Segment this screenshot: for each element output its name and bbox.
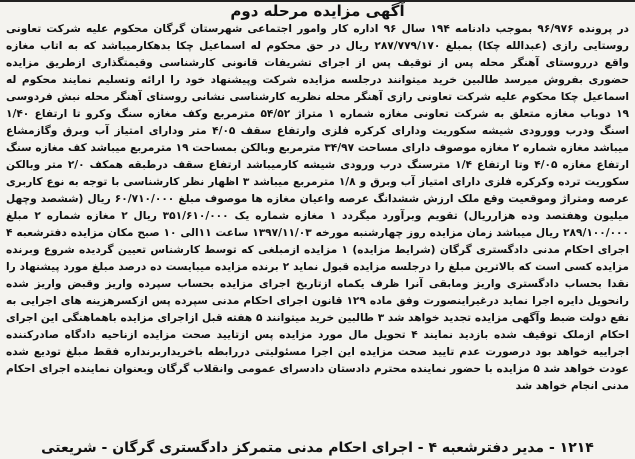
top-border (0, 0, 635, 2)
notice-title: آگهی مزایده مرحله دوم (230, 2, 405, 20)
notice-footer: ۱۲۱۴ - مدیر دفترشعبه ۴ - اجرای احکام مدنی متمرکز دادگستری گرگان - شریعتی (41, 440, 594, 456)
notice-body: در پرونده ۹۶/۹۷۶ بموجب دادنامه ۱۹۴ سال ۹۶ اداره کار وامور اجتماعی شهرستان گرگان محکوم علیه شرکت تعاونی روستایی رازی (عبدالله چکا) بمبلغ ۲۸۷/۷۷۹/۱۷۰ ریال در حق محکوم له اسماعیل چکا بدهکارمیباشد که به اتاب مغازه واقع درروستای آهنگر محله پس از توقیف پس از اجرای تشریفات قانونی کارشناسی وقیمتگذاری ازطریق مزایده حضوری بفروش میرسد طالبین خرید میتوانند درجلسه مزایده شرکت وپیشنهاد خود را ارائه وتسلیم نمایند محکوم له اسماعیل چکا محکوم علیه شرکت تعاونی رازی آهنگر محله نظریه کارشناسی نشانی روستای آهنگر محله نبش فردوسی ۱۹ دوباب مغازه متعلق به شرکت تعاونی مغازه شماره ۱ متراژ ۵۴/۵۲ مترمربع وکف مغازه سنگ وکرو تا ارتفاع ۱/۴۰ اسنگ ودرب وورودی شیشه سکوریت ودارای کرکره فلزی وارتفاع سقف ۴/۰۵ متر ودارای امتیاز آب وبرق وگازمشاع میباشد مغازه شماره ۲ مغازه موصوف دارای مساحت ۳۴/۹۷ مترمربع وبالکن بمساحت ۱۹ مترمربع میباشد کف مغازه سنگ ارتفاع مغازه ۴/۰۵ وتا ارتفاع ۱/۴ مترسنگ درب ورودی شیشه کارمیباشد ارتفاع سقف درطبقه همکف ۲/۰ متر وبالکن سکوریت ترده وکرکره فلزی دارای امتیاز آب وبرق و ۱/۸ مترمربع میباشد ۳ اظهار نظر کارشناسی با توجه به نوع کاربری عرصه ومتراژ وموقعیت وقع ملک ارزش ششدانگ عرصه واعیان مغازه ها موصوف مبلغ ۶۰/۷۱۰/۰۰۰ ریال (ششصد وچهل میلیون وهفتصد وده هزارریال) تقویم وبرآورد میگردد ۱ مغازه شماره یک ۳۵۱/۶۱۰/۰۰۰ ریال ۲ مغازه شماره ۲ مبلغ ۲۸۹/۱۰۰/۰۰۰ ریال میباشد زمان مزایده روز چهارشنبه مورخه ۱۳۹۷/۱۱/۰۳ ساعت ۱۱الی ۱۰ صبح مکان مزایده دفترشعبه ۴ اجرای احکام مدنی دادگستری گرگان (شرایط مزایده) ۱ مزایده ازمبلغی که توسط کارشناس تعیین گردیده شروع وبرنده مزایده کسی است که بالاترین مبلغ را درجلسه مزایده قبول نماید ۲ برنده مزایده میبایست ده درصد مبلغ مورد پیشنهاد را نقدا بحساب دادگستری واریز ومابقی آنرا ظرف یکماه ازتاریخ اجرای مزایده بحساب سپرده واریز وقبض واریز شده رانحویل دایره اجرا نماید درغیراینصورت وفق ماده ۱۲۹ قانون اجرای احکام مدنی سپرده پس ازکسرهزینه های اجرایی به نفع دولت ضبط وآگهی مزایده تجدید خواهد شد ۳ طالبین خرید میتوانند ۵ هفته قبل ازاجرای مزایده باهماهنگی این اجرای احکام ازملک توقیف شده بازدید نمایند ۴ تحویل مال مورد مزایده پس ازتایید صحت مزایده ازناحیه دادگاه صادرکننده اجراییه خواهد بود درصورت عدم تایید صحت مزایده این اجرا مسئولیتی دررابطه باخریداربرنداره فقط مبلغ تودیع شده عودت خواهد شد ۵ مزایده با حضور نماینده محترم دادستان دادسرای عمومی وانقلاب گرگان وبعنوان نماینده اجرای احکام مدنی انجام خواهد شد (6, 23, 630, 392)
